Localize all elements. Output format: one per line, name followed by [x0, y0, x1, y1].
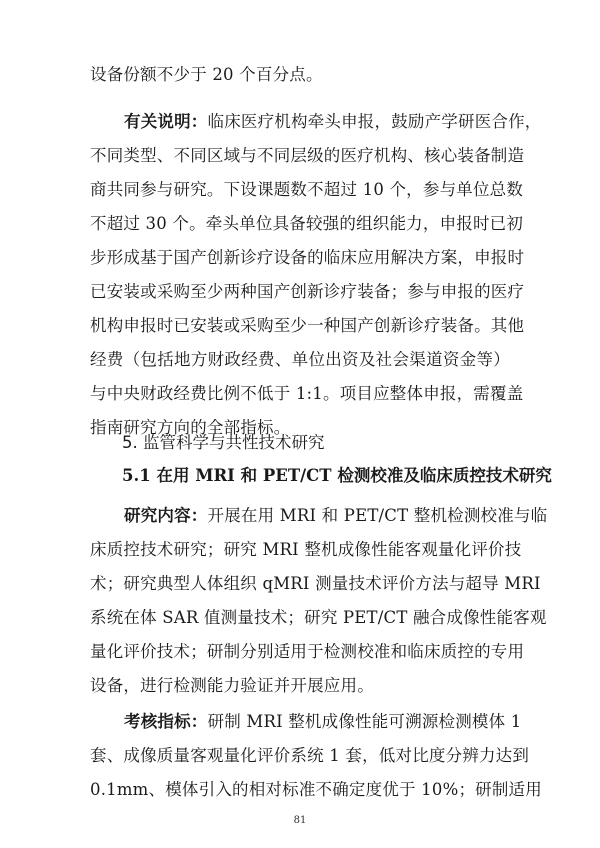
notes-line-9: 与中央财政经费比例不低于 1:1。项目应整体申报，需覆盖 [90, 384, 524, 403]
assessment-line-1: 考核指标：研制 MRI 整机成像性能可溯源检测模体 1 [124, 712, 522, 731]
sub-heading: 5.1 在用 MRI 和 PET/CT 检测校准及临床质控技术研究 [122, 466, 552, 485]
research-line-1: 研究内容：开展在用 MRI 和 PET/CT 整机检测校准与临 [124, 506, 548, 525]
research-line-4: 系统在体 SAR 值测量技术；研究 PET/CT 融合成像性能客观 [90, 608, 547, 627]
research-line-5: 量化评价技术；研制分别适用于检测校准和临床质控的专用 [90, 642, 525, 661]
notes-line-5: 步形成基于国产创新诊疗设备的临床应用解决方案，申报时 [90, 248, 525, 267]
assessment-line-2: 套、成像质量客观量化评价系统 1 套，低对比度分辨力达到 [90, 746, 530, 765]
notes-line-7: 机构申报时已安装或采购至少一种国产创新诊疗装备。其他 [90, 316, 525, 335]
research-line-2: 床质控技术研究；研究 MRI 整机成像性能客观量化评价技 [90, 540, 522, 559]
assessment-label: 考核指标： [124, 712, 208, 731]
notes-line-1: 有关说明：临床医疗机构牵头申报，鼓励产学研医合作， [124, 112, 542, 131]
carry-over-line: 设备份额不少于 20 个百分点。 [90, 65, 323, 84]
assessment-line-3: 0.1mm、模体引入的相对标准不确定度优于 10%；研制适用 [90, 780, 542, 799]
notes-line-2: 不同类型、不同区域与不同层级的医疗机构、核心装备制造 [90, 146, 525, 165]
notes-label: 有关说明： [124, 112, 208, 131]
section-heading: 5. 监管科学与共性技术研究 [122, 433, 325, 452]
notes-line-10: 指南研究方向的全部指标。 [90, 418, 291, 437]
notes-line-4: 不超过 30 个。牵头单位具备较强的组织能力，申报时已初 [90, 214, 524, 233]
research-line-6: 设备，进行检测能力验证并开展应用。 [90, 676, 374, 695]
research-label: 研究内容： [124, 506, 208, 525]
notes-line-6: 已安装或采购至少两种国产创新诊疗装备；参与申报的医疗 [90, 282, 525, 301]
notes-line-3: 商共同参与研究。下设课题数不超过 10 个，参与单位总数 [90, 180, 524, 199]
notes-line-8: 经费（包括地方财政经费、单位出资及社会渠道资金等） [90, 350, 510, 369]
page-number: 81 [293, 815, 307, 826]
research-line-3: 术；研究典型人体组织 qMRI 测量技术评价方法与超导 MRI [90, 574, 541, 593]
